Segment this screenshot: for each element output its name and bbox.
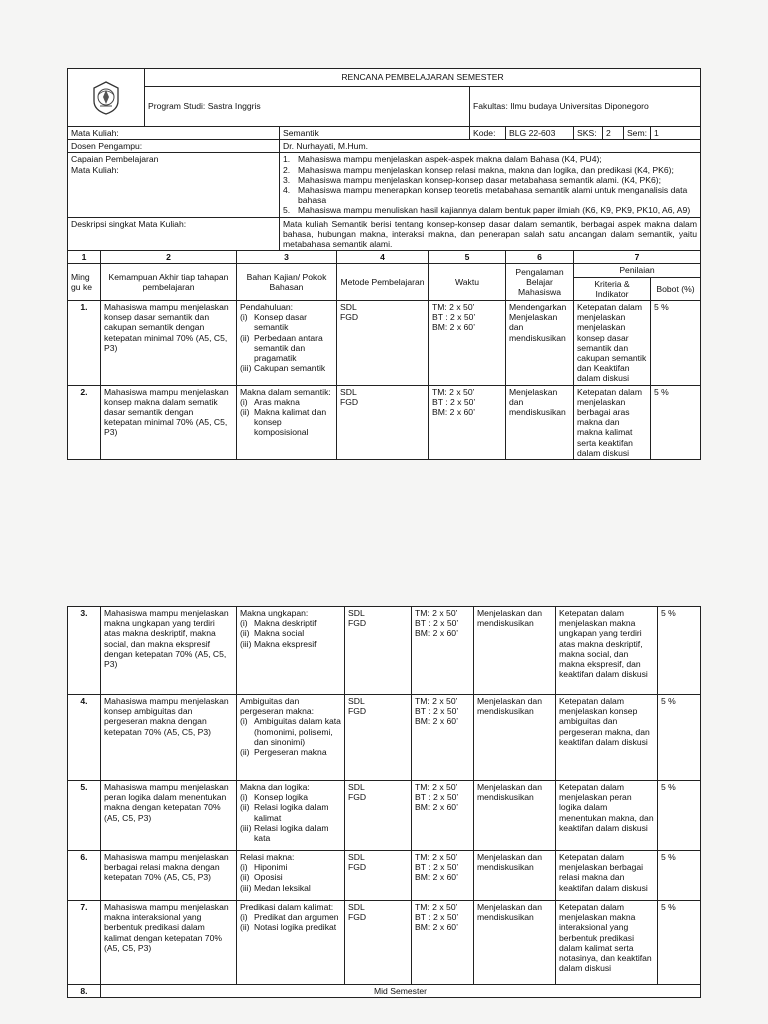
waktu-cell: TM: 2 x 50’ BT : 2 x 50’ BM: 2 x 60’ [412,695,474,781]
capaian-item: 2. Mahasiswa mampu menjelaskan konsep relasi makna, makna dan logika, dan predikasi (K4, PK6); [283,164,674,175]
kemampuan-cell: Mahasiswa mampu menjelaskan konsep ambiguitas dan pergeseran makna dengan ketepatan 70% (A5, C5, P3) [101,695,237,781]
kode-value: BLG 22-603 [506,127,574,140]
waktu-cell: TM: 2 x 50’ BT : 2 x 50’ BM: 2 x 60’ [412,607,474,695]
bobot-cell: 5 % [651,301,701,386]
col-number: 1 [68,251,101,264]
dosen-value: Dr. Nurhayati, M.Hum. [280,140,701,153]
header-bahan: Bahan Kajian/ Pokok Bahasan [237,264,337,301]
bobot-cell: 5 % [658,851,701,901]
kode-label: Kode: [470,127,506,140]
bobot-cell: 5 % [651,385,701,459]
col-number: 3 [237,251,337,264]
metode-cell: SDL FGD [345,781,412,851]
pengalaman-cell: Mendengarkan Menjelaskan dan mendiskusikan [506,301,574,386]
university-seal-icon [91,81,121,115]
waktu-cell: TM: 2 x 50’ BT : 2 x 50’ BM: 2 x 60’ [429,301,506,386]
metode-cell: SDL FGD [337,385,429,459]
col-number: 2 [101,251,237,264]
waktu-cell: TM: 2 x 50’ BT : 2 x 50’ BM: 2 x 60’ [412,851,474,901]
table-row: 3. Mahasiswa mampu menjelaskan makna ungkapan yang terdiri atas makna deskriptif, makna social, dan makna ekspresif dengan ketepatan 70% (A5, C5, P3) Makna ungkapan: (i) Makna deskriptif (ii) Makna social (iii) Makna ekspresif SDL FGD TM: 2 x 50’ BT : 2 x 50’ BM: 2 x 60’ Menjelaskan dan mendiskusikan Ketepatan dalam menjelaskan makna ungkapan yang terdiri atas makna deskriptif, makna social, dan makna ekspresif, dan keaktifan dalam diskusi 5 % [68,607,701,695]
metode-cell: SDL FGD [345,607,412,695]
metode-cell: SDL FGD [345,695,412,781]
dosen-label: Dosen Pengampu: [68,140,280,153]
col-number: 5 [429,251,506,264]
document-title: RENCANA PEMBELAJARAN SEMESTER [145,69,701,87]
pengalaman-cell: Menjelaskan dan mendiskusikan [506,385,574,459]
metode-cell: SDL FGD [345,901,412,985]
kriteria-cell: Ketepatan dalam menjelaskan menjelaskan konsep dasar semantik dan cakupan semantik dan Keaktifan dalam diskusi [574,301,651,386]
bahan-cell: Makna ungkapan: (i) Makna deskriptif (ii) Makna social (iii) Makna ekspresif [237,607,345,695]
waktu-cell: TM: 2 x 50’ BT : 2 x 50’ BM: 2 x 60’ [412,781,474,851]
header-kemampuan: Kemampuan Akhir tiap tahapan pembelajaran [101,264,237,301]
header-bobot: Bobot (%) [651,277,701,300]
program-studi: Program Studi: Sastra Inggris [145,87,470,127]
bobot-cell: 5 % [658,695,701,781]
bahan-cell: Relasi makna: (i) Hiponimi (ii) Oposisi (iii) Medan leksikal [237,851,345,901]
metode-cell: SDL FGD [337,301,429,386]
metode-cell: SDL FGD [345,851,412,901]
logo-cell [68,69,145,127]
bahan-cell: Pendahuluan: (i) Konsep dasar semantik (ii) Perbedaan antara semantik dan pragamatik (iii) Cakupan semantik [237,301,337,386]
bahan-cell: Ambiguitas dan pergeseran makna: (i) Ambiguitas dalam kata (homonimi, polisemi, dan sinonimi) (ii) Pergeseran makna [237,695,345,781]
capaian-item: 5. Mahasiswa mampu menuliskan hasil kajiannya dalam bentuk paper ilmiah (K6, K9, PK9, PK10, A6, A9) [283,205,691,216]
bobot-cell: 5 % [658,781,701,851]
kriteria-cell: Ketepatan dalam menjelaskan peran logika dalam menentukan makna, dan keaktifan dalam diskusi [556,781,658,851]
kemampuan-cell: Mahasiswa mampu menjelaskan peran logika dalam menentukan makna dengan ketepatan 70% (A5, C5, P3) [101,781,237,851]
kemampuan-cell: Mahasiswa mampu menjelaskan makna interaksional yang berbentuk predikasi dalam kalimat dengan ketepatan 70% (A5, C5, P3) [101,901,237,985]
bahan-cell: Predikasi dalam kalimat: (i) Predikat dan argumen (ii) Notasi logika predikat [237,901,345,985]
header-minggu: Ming gu ke [68,264,101,301]
sem-label: Sem: [626,128,647,138]
capaian-list [280,153,701,217]
col-number: 7 [574,251,701,264]
table-row: 1. Mahasiswa mampu menjelaskan konsep dasar semantik dan cakupan semantik dengan ketepatan minimal 70% (A5, C5, P3) Pendahuluan: (i) Konsep dasar semantik (ii) Perbedaan antara semantik dan pragamatik (iii) Cakupan semantik SDL FGD TM: 2 x 50’ BT : 2 x 50’ BM: 2 x 60’ Mendengarkan Menjelaskan dan mendiskusikan Ketepatan dalam menjelaskan menjelaskan konsep dasar semantik dan cakupan semantik dan Keaktifan dalam diskusi 5 % [68,301,701,386]
sks-sem-cell [603,127,651,140]
bahan-cell: Makna dan logika: (i) Konsep logika (ii) Relasi logika dalam kalimat (iii) Relasi logika dalam kata [237,781,345,851]
kriteria-cell: Ketepatan dalam menjelaskan berbagai relasi makna dan keaktifan dalam diskusi [556,851,658,901]
capaian-item: 4. Mahasiswa mampu menerapkan konsep teoretis metabahasa semantik alami untuk menganalisis data bahasa [283,185,688,206]
rps-table-page-1 [67,68,701,460]
rps-table-page-2 [67,606,701,998]
capaian-item: 3. Mahasiswa mampu menjelaskan konsep-konsep dasar metabahasa semantik alami. (K4, PK6); [283,174,662,185]
table-row: 6. Mahasiswa mampu menjelaskan berbagai relasi makna dengan ketepatan 70% (A5, C5, P3) Relasi makna: (i) Hiponimi (ii) Oposisi (iii) Medan leksikal SDL FGD TM: 2 x 50’ BT : 2 x 50’ BM: 2 x 60’ Menjelaskan dan mendiskusikan Ketepatan dalam menjelaskan berbagai relasi makna dan keaktifan dalam diskusi 5 % [68,851,701,901]
kriteria-cell: Ketepatan dalam menjelaskan makna interaksional yang berbentuk predikasi dalam kalimat serta notasinya, dan keaktifan dalam diskusi [556,901,658,985]
col-number: 6 [506,251,574,264]
capaian-label: Capaian Pembelajaran Mata Kuliah: [68,153,280,217]
header-pengalaman: Pengalaman Belajar Mahasiswa [506,264,574,301]
waktu-cell: TM: 2 x 50’ BT : 2 x 50’ BM: 2 x 60’ [429,385,506,459]
sem-value: 1 [651,127,701,140]
mata-kuliah-label: Mata Kuliah: [68,127,280,140]
header-metode: Metode Pembelajaran [337,264,429,301]
kriteria-cell: Ketepatan dalam menjelaskan makna ungkapan yang terdiri atas makna deskriptif, makna social, dan makna ekspresif, dan keaktifan dalam diskusi [556,607,658,695]
bobot-cell: 5 % [658,901,701,985]
table-row: 7. Mahasiswa mampu menjelaskan makna interaksional yang berbentuk predikasi dalam kalimat dengan ketepatan 70% (A5, C5, P3) Predikasi dalam kalimat: (i) Predikat dan argumen (ii) Notasi logika predikat SDL FGD TM: 2 x 50’ BT : 2 x 50’ BM: 2 x 60’ Menjelaskan dan mendiskusikan Ketepatan dalam menjelaskan makna interaksional yang berbentuk predikasi dalam kalimat serta notasinya, dan keaktifan dalam diskusi 5 % [68,901,701,985]
sks-label: SKS: [574,127,603,140]
deskripsi-label: Deskripsi singkat Mata Kuliah: [68,217,280,251]
bobot-cell: 5 % [658,607,701,695]
table-row: 4. Mahasiswa mampu menjelaskan konsep ambiguitas dan pergeseran makna dengan ketepatan 70% (A5, C5, P3) Ambiguitas dan pergeseran makna: (i) Ambiguitas dalam kata (homonimi, polisemi, dan sinonimi) (ii) Pergeseran makna SDL FGD TM: 2 x 50’ BT : 2 x 50’ BM: 2 x 60’ Menjelaskan dan mendiskusikan Ketepatan dalam menjelaskan konsep ambiguitas dan pergeseran makna, dan keaktifan dalam diskusi 5 % [68,695,701,781]
pengalaman-cell: Menjelaskan dan mendiskusikan [474,695,556,781]
col-number: 4 [337,251,429,264]
mid-semester-row: 8. Mid Semester [68,985,701,998]
pengalaman-cell: Menjelaskan dan mendiskusikan [474,607,556,695]
pengalaman-cell: Menjelaskan dan mendiskusikan [474,901,556,985]
table-row: 5. Mahasiswa mampu menjelaskan peran logika dalam menentukan makna dengan ketepatan 70% (A5, C5, P3) Makna dan logika: (i) Konsep logika (ii) Relasi logika dalam kalimat (iii) Relasi logika dalam kata SDL FGD TM: 2 x 50’ BT : 2 x 50’ BM: 2 x 60’ Menjelaskan dan mendiskusikan Ketepatan dalam menjelaskan peran logika dalam menentukan makna, dan keaktifan dalam diskusi 5 % [68,781,701,851]
capaian-item: 1. Mahasiswa mampu menjelaskan aspek-aspek makna dalam Bahasa (K4, PU4); [283,154,602,165]
pengalaman-cell: Menjelaskan dan mendiskusikan [474,781,556,851]
kriteria-cell: Ketepatan dalam menjelaskan berbagai aras makna dan makna kalimat serta keaktifan dalam diskusi [574,385,651,459]
fakultas: Fakultas: Ilmu budaya Universitas Diponegoro [470,87,701,127]
mid-semester-label: Mid Semester [101,985,701,998]
header-waktu: Waktu [429,264,506,301]
pengalaman-cell: Menjelaskan dan mendiskusikan [474,851,556,901]
header-kriteria: Kriteria & Indikator [574,277,651,300]
kemampuan-cell: Mahasiswa mampu menjelaskan berbagai relasi makna dengan ketepatan 70% (A5, C5, P3) [101,851,237,901]
kriteria-cell: Ketepatan dalam menjelaskan konsep ambiguitas dan pergeseran makna, dan keaktifan dalam diskusi [556,695,658,781]
table-row: 2. Mahasiswa mampu menjelaskan konsep makna dalam sematik dasar semantik dengan ketepatan minimal 70% (A5, C5, P3) Makna dalam semantik: (i) Aras makna (ii) Makna kalimat dan konsep komposisional SDL FGD TM: 2 x 50’ BT : 2 x 50’ BM: 2 x 60’ Menjelaskan dan mendiskusikan Ketepatan dalam menjelaskan berbagai aras makna dan makna kalimat serta keaktifan dalam diskusi 5 % [68,385,701,459]
header-penilaian: Penilaian [574,264,701,277]
deskripsi-value: Mata kuliah Semantik berisi tentang konsep-konsep dasar dalam semantik, berbagai aspek makna dalam bahasa, hubungan makna, interaksi makna, dan penerapan salah satu ancangan dalam semantik, yaitu metabahasa semantik alami. [280,217,701,251]
bahan-cell: Makna dalam semantik: (i) Aras makna (ii) Makna kalimat dan konsep komposisional [237,385,337,459]
mata-kuliah-value: Semantik [280,127,470,140]
kemampuan-cell: Mahasiswa mampu menjelaskan konsep dasar semantik dan cakupan semantik dengan ketepatan minimal 70% (A5, C5, P3) [101,301,237,386]
kemampuan-cell: Mahasiswa mampu menjelaskan makna ungkapan yang terdiri atas makna deskriptif, makna social, dan makna ekspresif dengan ketepatan 70% (A5, C5, P3) [101,607,237,695]
kemampuan-cell: Mahasiswa mampu menjelaskan konsep makna dalam sematik dasar semantik dengan ketepatan minimal 70% (A5, C5, P3) [101,385,237,459]
sks-value: 2 [603,127,624,139]
waktu-cell: TM: 2 x 50’ BT : 2 x 50’ BM: 2 x 60’ [412,901,474,985]
